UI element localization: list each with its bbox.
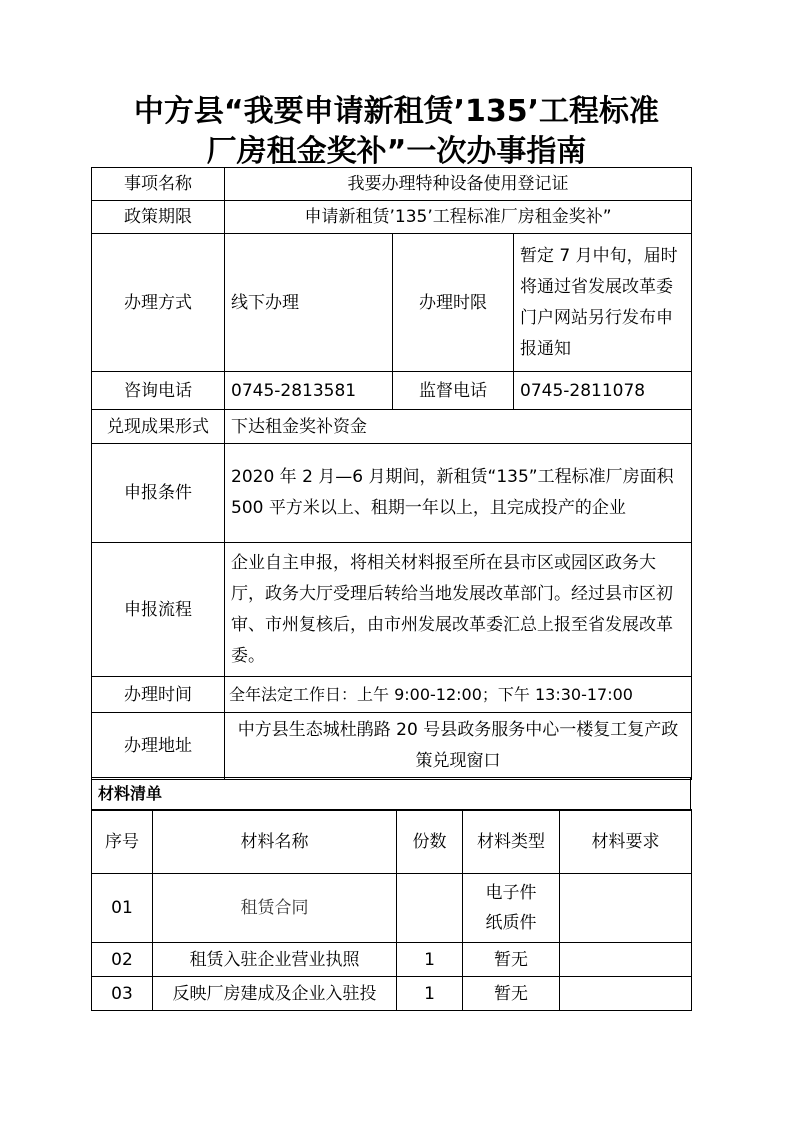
table-row [92, 943, 692, 977]
time-limit-label: 办理时限 [393, 234, 514, 372]
materials-header-row [92, 810, 692, 874]
policy-value: 申请新租赁’135’工程标准厂房租金奖补” [225, 201, 692, 234]
header-name: 材料名称 [153, 810, 397, 874]
condition-label: 申报条件 [92, 444, 225, 543]
header-req: 材料要求 [560, 810, 692, 874]
materials-section-header [91, 777, 691, 811]
condition-value: 2020 年 2 月—6 月期间，新租赁“135”工程标准厂房面积 500 平方米以上、租期一年以上，且完成投产的企业 [225, 444, 692, 543]
result-value: 下达租金奖补资金 [225, 410, 692, 444]
row-req [560, 977, 692, 1011]
row-count: 1 [397, 977, 463, 1011]
row-count: 1 [397, 943, 463, 977]
document-title [0, 92, 793, 172]
policy-label: 政策期限 [92, 201, 225, 234]
row-req [560, 874, 692, 943]
row-phone [92, 372, 692, 410]
result-label: 兑现成果形式 [92, 410, 225, 444]
process-label: 申报流程 [92, 543, 225, 677]
row-policy [92, 201, 692, 234]
hours-value: 全年法定工作日：上午 9:00-12:00；下午 13:30-17:00 [225, 677, 692, 713]
row-result [92, 410, 692, 444]
time-limit-value: 暂定 7 月中旬，届时将通过省发展改革委门户网站另行发布申报通知 [514, 234, 692, 372]
row-item-name [92, 168, 692, 201]
header-count: 份数 [397, 810, 463, 874]
materials-section-title: 材料清单 [92, 778, 691, 811]
materials-table [91, 809, 692, 1011]
supervise-label: 监督电话 [393, 372, 514, 410]
table-row [92, 977, 692, 1011]
hours-label: 办理时间 [92, 677, 225, 713]
header-no: 序号 [92, 810, 153, 874]
supervise-value: 0745-2811078 [514, 372, 692, 410]
row-hours [92, 677, 692, 713]
row-type: 暂无 [463, 977, 560, 1011]
row-method [92, 234, 692, 372]
row-name: 租赁入驻企业营业执照 [153, 943, 397, 977]
row-no: 02 [92, 943, 153, 977]
row-req [560, 943, 692, 977]
row-process [92, 543, 692, 677]
item-name-label: 事项名称 [92, 168, 225, 201]
title-line-1: 中方县“我要申请新租赁’135’工程标准 [133, 94, 660, 129]
header-type: 材料类型 [463, 810, 560, 874]
consult-label: 咨询电话 [92, 372, 225, 410]
row-no: 03 [92, 977, 153, 1011]
method-value: 线下办理 [225, 234, 393, 372]
address-label: 办理地址 [92, 713, 225, 780]
row-type: 电子件 纸质件 [463, 874, 560, 943]
process-value: 企业自主申报，将相关材料报至所在县市区或园区政务大厅，政务大厅受理后转给当地发展改革部门。经过县市区初审、市州复核后，由市州发展改革委汇总上报至省发展改革委。 [225, 543, 692, 677]
row-type: 暂无 [463, 943, 560, 977]
row-address [92, 713, 692, 780]
row-no: 01 [92, 874, 153, 943]
title-line-2: 厂房租金奖补”一次办事指南 [206, 134, 587, 169]
item-name-value: 我要办理特种设备使用登记证 [225, 168, 692, 201]
address-value: 中方县生态城杜鹃路 20 号县政务服务中心一楼复工复产政策兑现窗口 [225, 713, 692, 780]
table-row [92, 874, 692, 943]
row-count [397, 874, 463, 943]
consult-value: 0745-2813581 [225, 372, 393, 410]
row-name: 租赁合同 [153, 874, 397, 943]
row-condition [92, 444, 692, 543]
row-name: 反映厂房建成及企业入驻投 [153, 977, 397, 1011]
method-label: 办理方式 [92, 234, 225, 372]
guide-info-table [91, 167, 692, 780]
